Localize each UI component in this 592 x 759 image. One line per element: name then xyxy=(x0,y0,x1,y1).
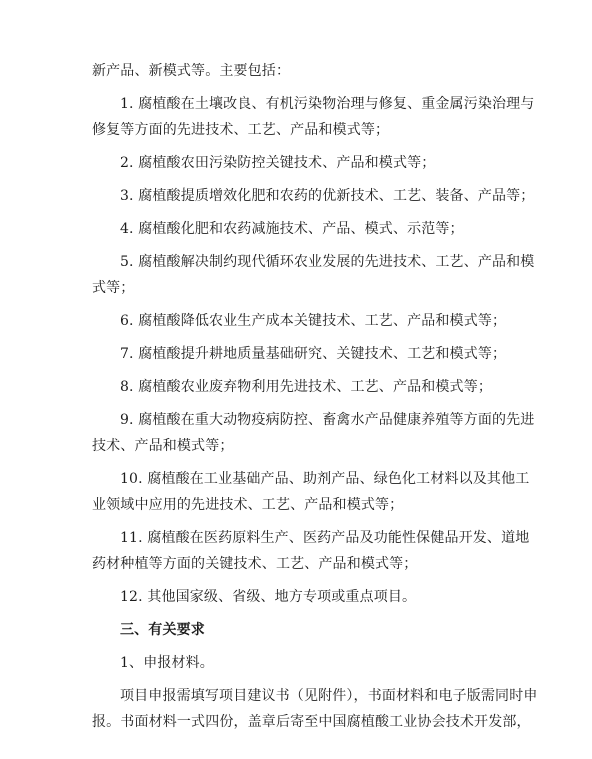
section-heading: 三、有关要求 xyxy=(120,622,205,638)
item-4-line: 4. 腐植酸化肥和农药减施技术、产品、模式、示范等； xyxy=(120,221,464,237)
paragraph-line-2: 报。书面材料一式四份，盖章后寄至中国腐植酸工业协会技术开发部， xyxy=(92,714,531,730)
item-7-line: 7. 腐植酸提升耕地质量基础研究、关键技术、工艺和模式等； xyxy=(120,346,507,362)
item-8-line: 8. 腐植酸农业废弃物利用先进技术、工艺、产品和模式等； xyxy=(120,379,493,395)
item-1-line-2: 修复等方面的先进技术、工艺、产品和模式等； xyxy=(92,122,390,138)
item-9-line-1: 9. 腐植酸在重大动物疫病防控、畜禽水产品健康养殖等方面的先进 xyxy=(120,412,535,428)
item-10-line-1: 10. 腐植酸在工业基础产品、助剂产品、绿色化工材料以及其他工 xyxy=(120,471,530,487)
item-5-line-2: 式等； xyxy=(92,280,135,296)
item-2-line: 2. 腐植酸农田污染防控关键技术、产品和模式等； xyxy=(120,155,436,171)
item-11-line-2: 药材种植等方面的关键技术、工艺、产品和模式等； xyxy=(92,556,418,572)
intro-line: 新产品、新模式等。主要包括： xyxy=(92,63,291,79)
item-5-line-1: 5. 腐植酸解决制约现代循环农业发展的先进技术、工艺、产品和模 xyxy=(120,254,535,270)
item-12-line: 12. 其他国家级、省级、地方专项或重点项目。 xyxy=(120,589,417,605)
item-6-line: 6. 腐植酸降低农业生产成本关键技术、工艺、产品和模式等； xyxy=(120,313,507,329)
item-1-line-1: 1. 腐植酸在土壤改良、有机污染物治理与修复、重金属污染治理与 xyxy=(120,96,535,112)
paragraph-line-1: 项目申报需填写项目建议书（见附件），书面材料和电子版需同时申 xyxy=(120,688,538,704)
item-10-line-2: 业领域中应用的先进技术、工艺、产品和模式等； xyxy=(92,497,404,513)
item-3-line: 3. 腐植酸提质增效化肥和农药的优新技术、工艺、装备、产品等； xyxy=(120,188,535,204)
item-9-line-2: 技术、产品和模式等； xyxy=(92,438,234,454)
item-11-line-1: 11. 腐植酸在医药原料生产、医药产品及功能性保健品开发、道地 xyxy=(120,530,530,546)
subsection-heading: 1、申报材料。 xyxy=(120,655,214,671)
